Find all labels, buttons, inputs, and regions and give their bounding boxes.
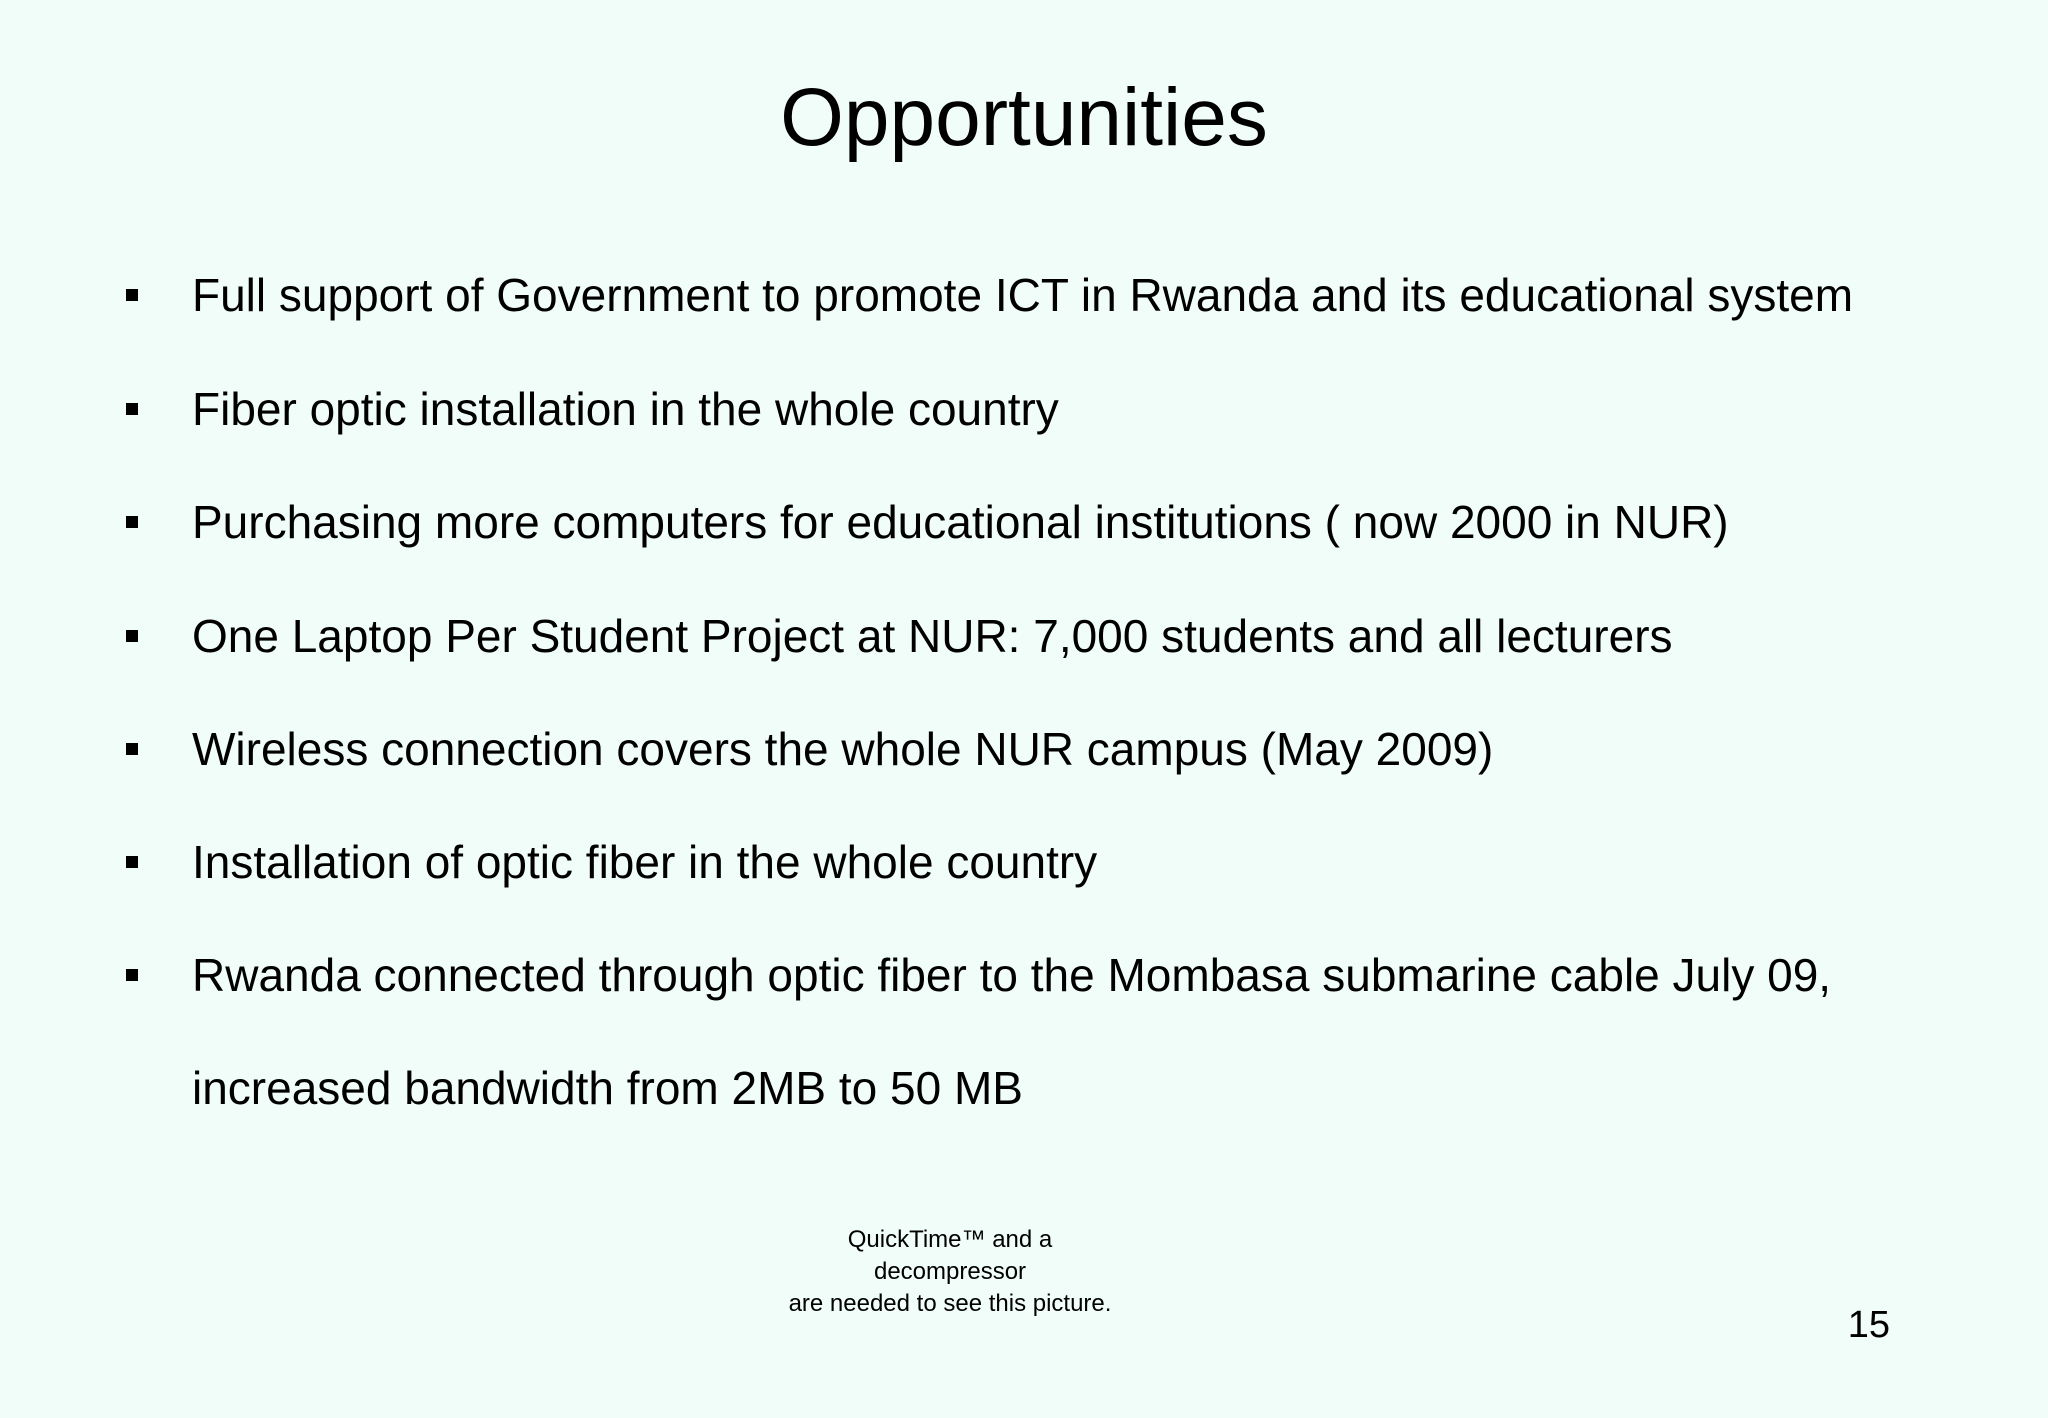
square-bullet-icon [126,630,138,642]
bullet-item [0,719,2048,779]
media-placeholder-line: QuickTime™ and a [847,1226,1053,1253]
media-placeholder-line: are needed to see this picture. [788,1290,1112,1317]
bullet-text: Rwanda connected through optic fiber to the Mombasa submarine cable July 09, [192,949,1832,1001]
bullet-text: Wireless connection covers the whole NUR campus (May 2009) [192,723,1494,775]
bullet-text: Fiber optic installation in the whole country [192,383,1059,435]
bullet-item [0,832,2048,892]
square-bullet-icon [126,516,138,528]
page-number: 15 [1847,1304,1890,1346]
bullet-item [0,379,2048,439]
bullet-item [0,606,2048,666]
bullet-item [0,265,2048,325]
square-bullet-icon [126,403,138,415]
square-bullet-icon [126,969,138,981]
media-placeholder-line: decompressor [873,1258,1027,1285]
square-bullet-icon [126,743,138,755]
bullet-item [0,945,2048,1005]
square-bullet-icon [126,289,138,301]
slide-title: Opportunities [780,72,1268,163]
bullet-text: Full support of Government to promote ICT in Rwanda and its educational system [192,269,1854,321]
bullet-text: Purchasing more computers for educational institutions ( now 2000 in NUR) [192,496,1729,548]
square-bullet-icon [126,856,138,868]
bullet-item [0,492,2048,552]
bullet-text: Installation of optic fiber in the whole country [192,836,1098,888]
media-placeholder [750,1224,1150,1320]
bullet-continuation: increased bandwidth from 2MB to 50 MB [192,1062,1023,1114]
bullet-text: One Laptop Per Student Project at NUR: 7,000 students and all lecturers [192,610,1673,662]
